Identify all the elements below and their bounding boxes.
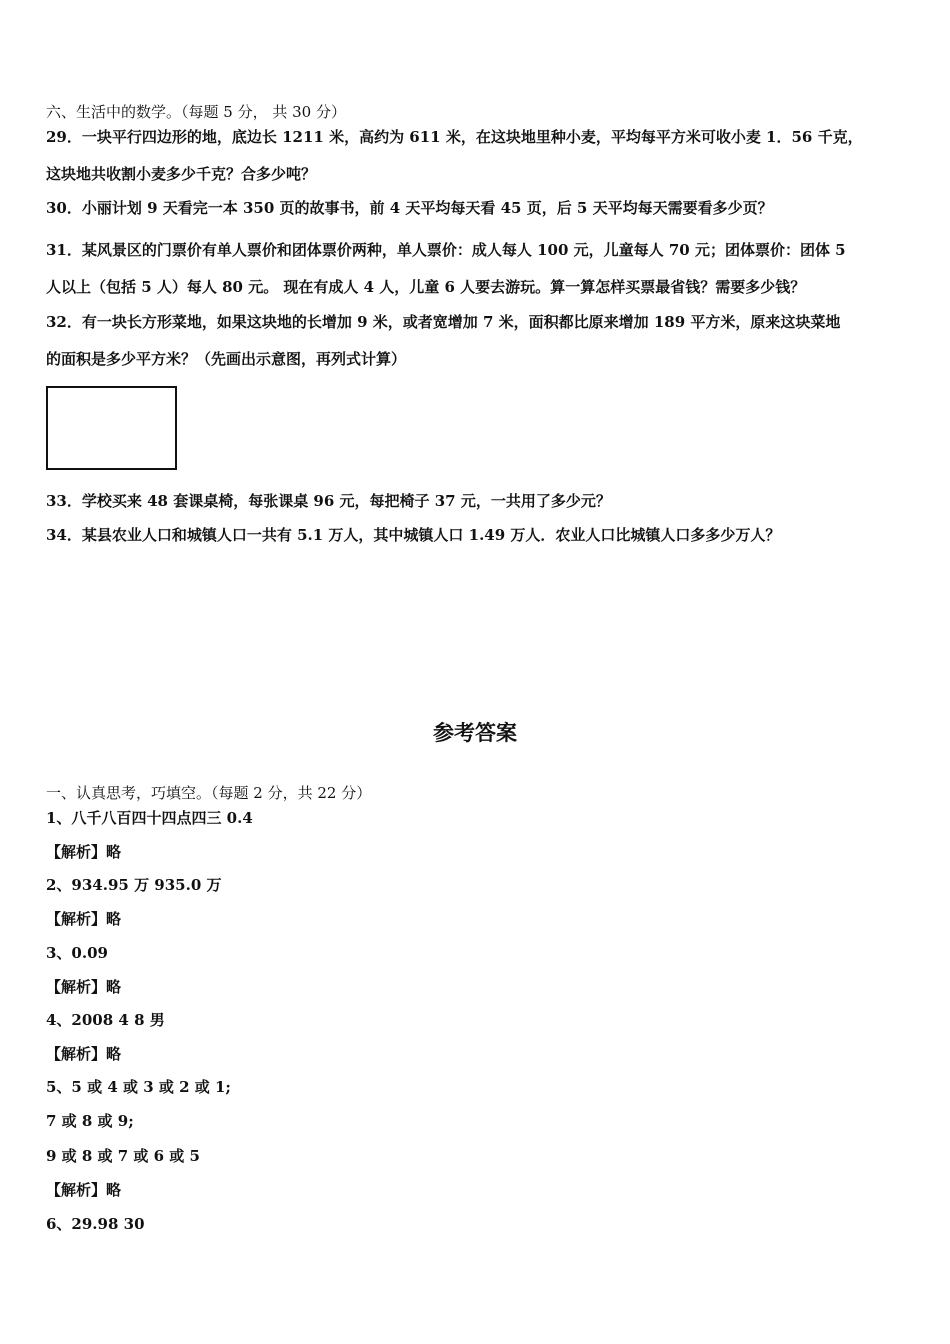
answer-1: 1、八千八百四十四点四三 0.4 <box>46 809 253 827</box>
question-33: 33．学校买来 48 套课桌椅，每张课桌 96 元，每把椅子 37 元，一共用了多少元？ <box>46 492 611 510</box>
question-31-line1: 31．某风景区的门票价有单人票价和团体票价两种，单人票价：成人每人 100 元，儿童每人 70 元；团体票价：团体 5 <box>46 241 846 259</box>
answers-title: 参考答案 <box>433 720 517 745</box>
answer-5-line2: 7 或 8 或 9; <box>46 1112 134 1130</box>
answer-5-line1: 5、5 或 4 或 3 或 2 或 1; <box>46 1078 231 1096</box>
section-six-heading: 六、生活中的数学。（每题 5 分， 共 30 分） <box>46 103 346 121</box>
question-32-line1: 32．有一块长方形菜地，如果这块地的长增加 9 米，或者宽增加 7 米，面积都比原来增加 189 平方米，原来这块菜地 <box>46 313 841 331</box>
answer-5-note: 【解析】略 <box>46 1181 122 1199</box>
answer-6: 6、29.98 30 <box>46 1215 145 1233</box>
question-29-line1: 29．一块平行四边形的地，底边长 1211 米，高约为 611 米，在这块地里种小麦，平均每平方米可收小麦 1．56 千克， <box>46 128 863 146</box>
sketch-rectangle <box>46 386 177 470</box>
question-34: 34．某县农业人口和城镇人口一共有 5.1 万人，其中城镇人口 1.49 万人．农业人口比城镇人口多多少万人？ <box>46 526 781 544</box>
answer-3-note: 【解析】略 <box>46 978 122 996</box>
answer-4-note: 【解析】略 <box>46 1045 122 1063</box>
question-29-line2: 这块地共收割小麦多少千克？合多少吨？ <box>46 165 317 183</box>
answer-5-line3: 9 或 8 或 7 或 6 或 5 <box>46 1147 200 1165</box>
question-30: 30．小丽计划 9 天看完一本 350 页的故事书，前 4 天平均每天看 45 页，后 5 天平均每天需要看多少页？ <box>46 199 773 217</box>
answer-2: 2、934.95 万 935.0 万 <box>46 876 222 894</box>
question-32-line2: 的面积是多少平方米？（先画出示意图，再列式计算） <box>46 350 407 368</box>
section-one-heading: 一、认真思考，巧填空。（每题 2 分，共 22 分） <box>46 784 372 802</box>
answer-4: 4、2008 4 8 男 <box>46 1011 165 1029</box>
question-31-line2: 人以上（包括 5 人）每人 80 元。 现在有成人 4 人，儿童 6 人要去游玩。算一算怎样买票最省钱？需要多少钱？ <box>46 278 806 296</box>
answer-1-note: 【解析】略 <box>46 843 122 861</box>
answer-2-note: 【解析】略 <box>46 910 122 928</box>
answer-3: 3、0.09 <box>46 944 108 962</box>
